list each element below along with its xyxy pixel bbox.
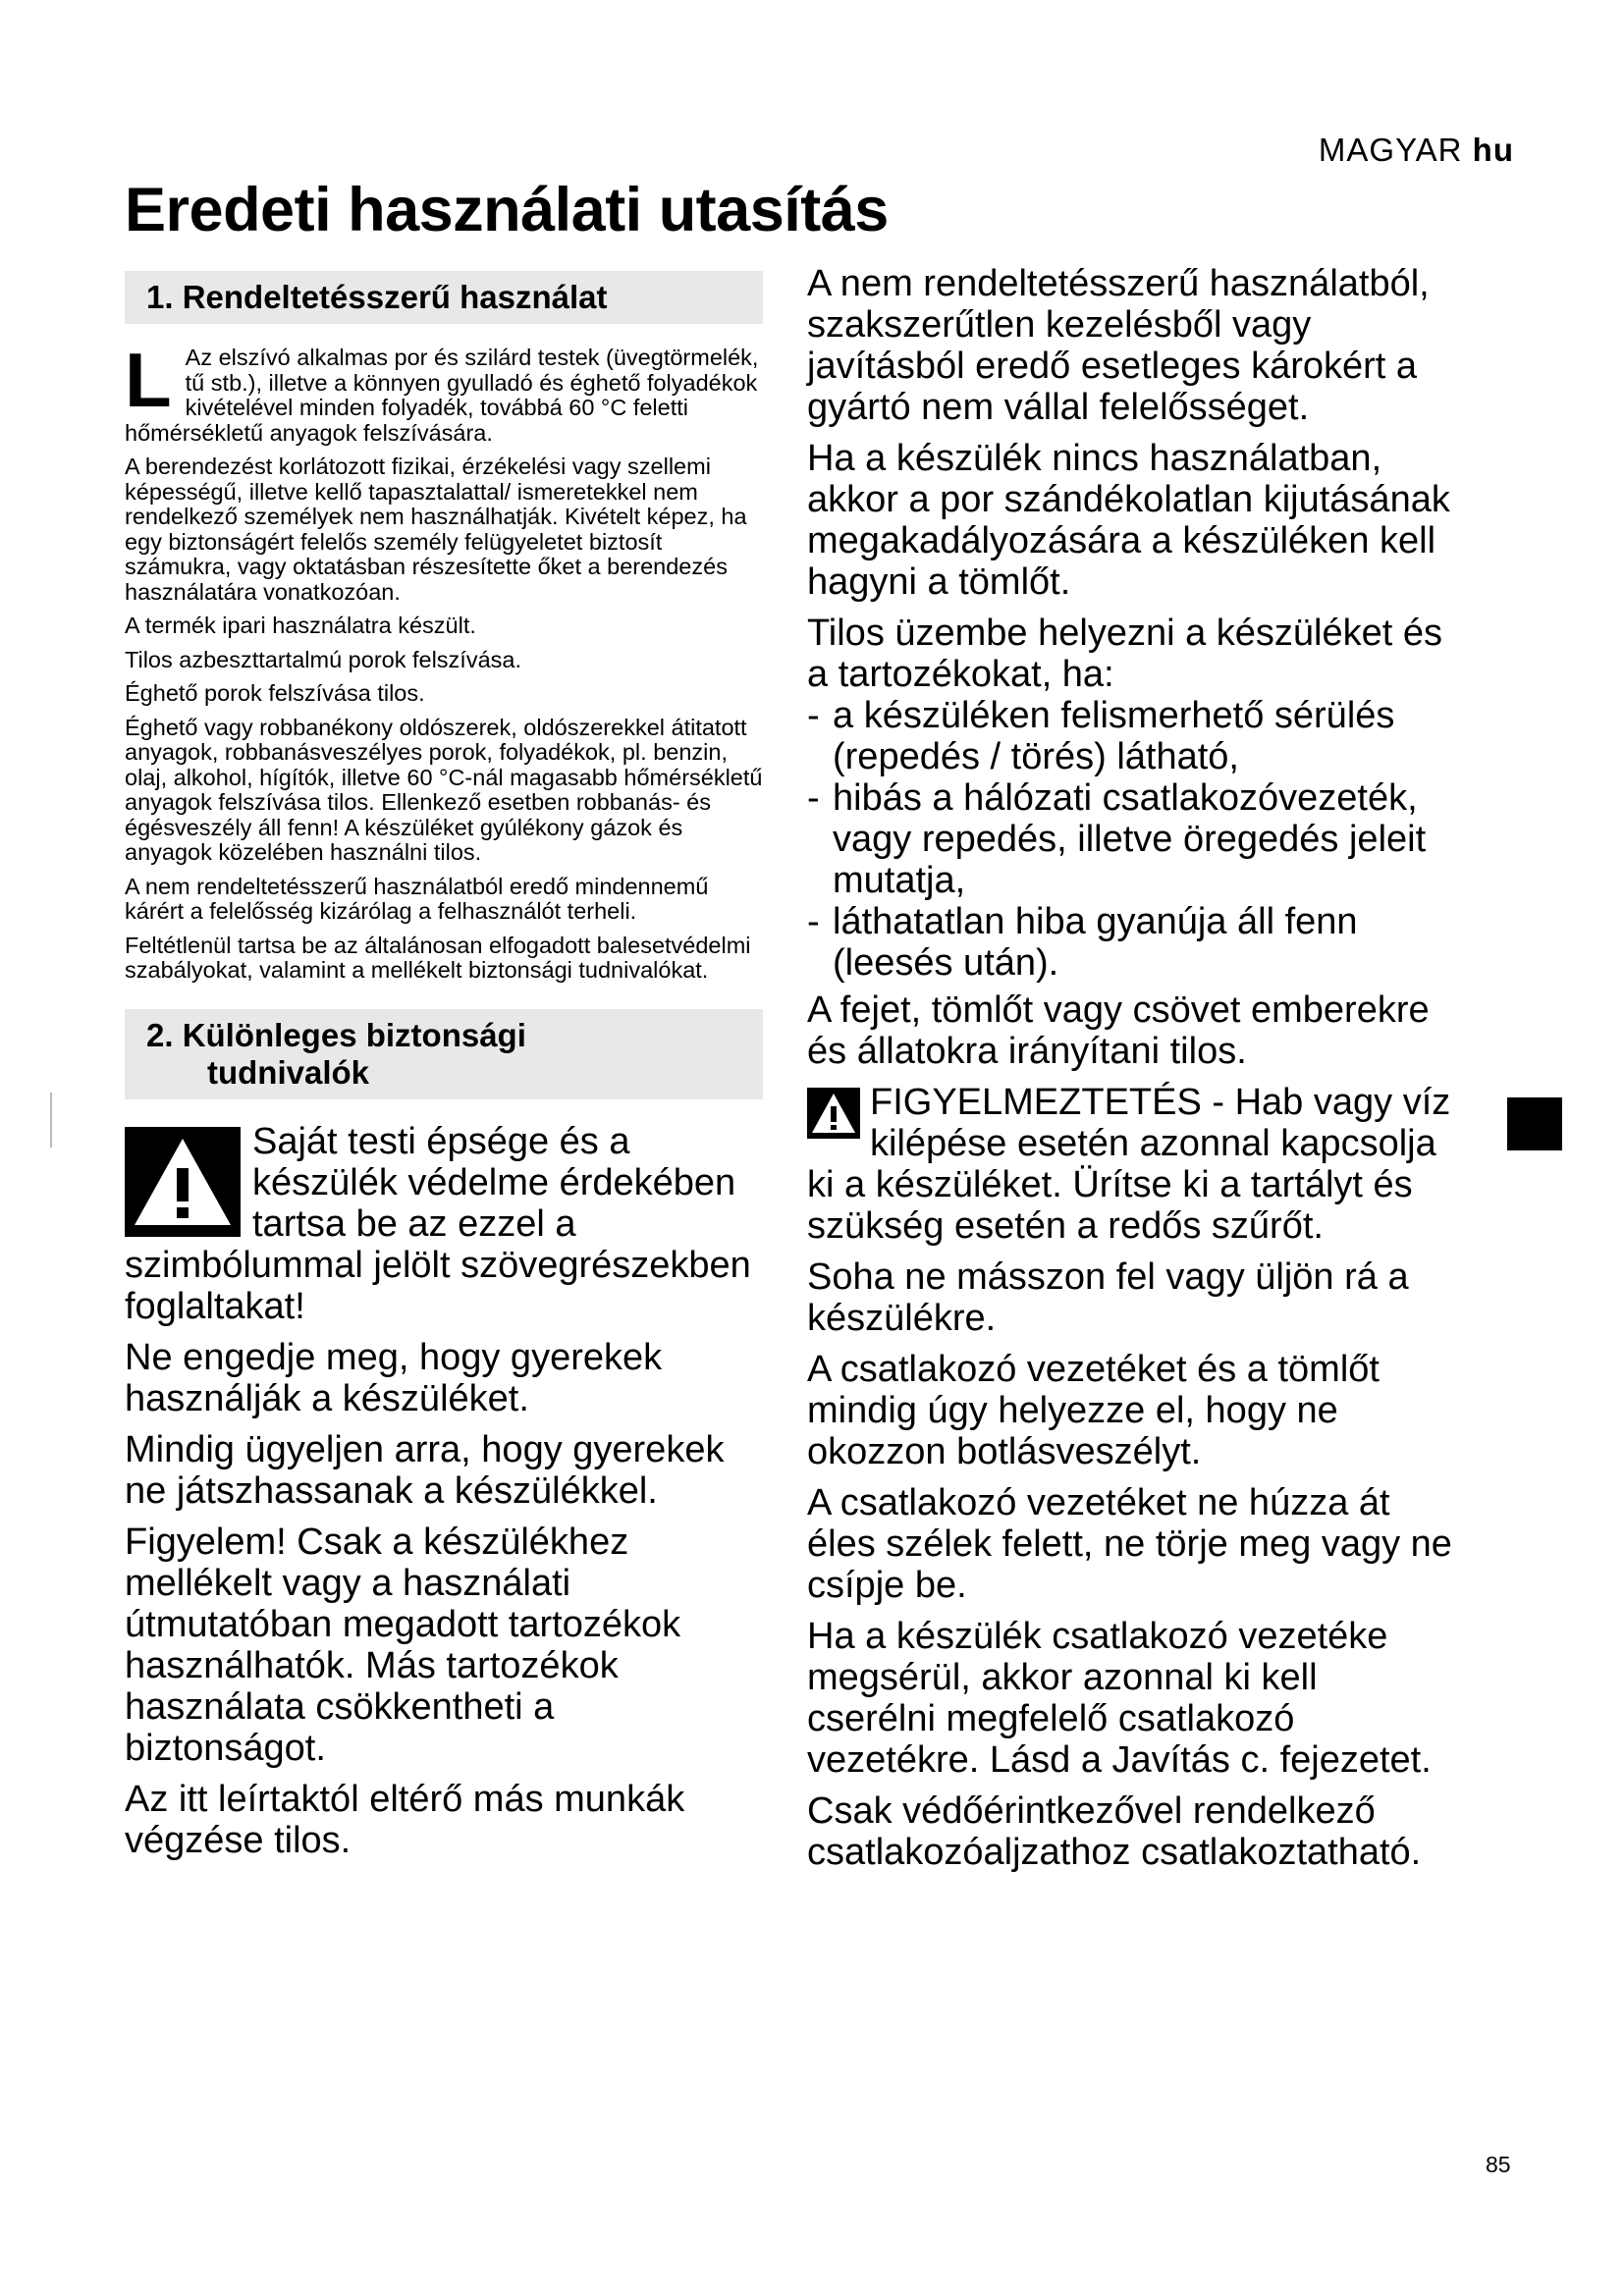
intro-paragraph [125, 346, 763, 446]
paragraph: A csatlakozó vezetéket ne húzza át éles szélek felett, ne törje meg vagy ne csípje be. [807, 1482, 1452, 1606]
section-2-heading-line1: 2. Különleges biztonsági [146, 1016, 526, 1053]
section-2-body [125, 1121, 763, 1861]
warning-block [807, 1082, 1455, 1247]
list-item: - láthatatlan hiba gyanúja áll fenn (leesés után). [807, 901, 1455, 984]
intro-text: Az elszívó alkalmas por és szilárd testek (üvegtörmelék, tű stb.), illetve a könnyen gyulladó és éghető folyadékok kivételével minden folyadék, továbbá 60 °C feletti hőmérsékletű anyagok felszívására. [125, 346, 759, 446]
paragraph: A fejet, tömlőt vagy csövet emberekre és állatokra irányítani tilos. [807, 989, 1430, 1072]
list-item: - a készüléken felismerhető sérülés (repedés / törés) látható, [807, 695, 1455, 777]
language-label [1319, 132, 1514, 169]
paragraph: Éghető porok felszívása tilos. [125, 680, 425, 706]
paragraph: Tilos azbeszttartalmú porok felszívása. [125, 646, 522, 672]
paragraph: Ha a készülék csatlakozó vezetéke megsérül, akkor azonnal ki kell cserélni megfelelő csatlakozó vezetékre. Lásd a Javítás c. fejezetet. [807, 1616, 1432, 1781]
section-2-heading [125, 1009, 763, 1099]
paragraph: A csatlakozó vezetéket és a tömlőt mindig úgy helyezze el, hogy ne okozzon botlásveszélyt. [807, 1349, 1380, 1472]
page-number: 85 [1486, 2152, 1511, 2177]
list-item: - hibás a hálózati csatlakozóvezeték, vagy repedés, illetve öregedés jeleit mutatja, [807, 777, 1455, 901]
warning-text: Saját testi épsége és a készülék védelme érdekében tartsa be az ezzel a szimbólummal jelölt szövegrészekben foglaltakat! [125, 1120, 751, 1327]
drop-cap: L [125, 346, 172, 423]
paragraph: Csak védőérintkezővel rendelkező csatlakozóaljzathoz csatlakoztatható. [807, 1790, 1422, 1873]
right-column [807, 263, 1455, 1883]
paragraph: Feltétlenül tartsa be az általánosan elfogadott balesetvédelmi szabályokat, valamint a mellékelt biztonsági tudnivalókat. [125, 932, 751, 983]
paragraph: A nem rendeltetésszerű használatból, szakszerűtlen kezelésből vagy javításból eredő esetleges károkért a gyártó nem vállal felelősséget. [807, 263, 1430, 428]
section-2-heading-line2: tudnivalók [207, 1053, 370, 1091]
paragraph: Figyelem! Csak a készülékhez mellékelt vagy a használati útmutatóban megadott tartozékok használhatók. Más tartozékok használata csökkentheti a biztonságot. [125, 1521, 681, 1769]
paragraph: Mindig ügyeljen arra, hogy gyerekek ne játszhassanak a készülékkel. [125, 1428, 725, 1512]
language-code: hu [1472, 132, 1514, 168]
left-column [125, 271, 763, 1871]
section-1-heading: 1. Rendeltetésszerű használat [125, 271, 763, 324]
warning-triangle-icon [125, 1127, 241, 1237]
page-title: Eredeti használati utasítás [125, 176, 889, 244]
paragraph: A termék ipari használatra készült. [125, 613, 476, 638]
section-1-body [125, 346, 763, 984]
paragraph: A berendezést korlátozott fizikai, érzékelési vagy szellemi képességű, illetve kellő tapasztalattal/ ismeretekkel nem rendelkező személyek nem használhatják. Kivételt képez, ha egy biztonságért felelős személy felügyeletet biztosít számukra, vagy oktatásban részesítette őket a berendezés használatára vonatkozóan. [125, 454, 747, 605]
section-tab-marker [1507, 1097, 1562, 1150]
paragraph: Ne engedje meg, hogy gyerekek használják a készüléket. [125, 1336, 663, 1419]
paragraph: Soha ne másszon fel vagy üljön rá a készülékre. [807, 1256, 1409, 1339]
paragraph: Tilos üzembe helyezni a készüléket és a tartozékokat, ha: [807, 613, 1443, 695]
paragraph: Ha a készülék nincs használatban, akkor a por szándékolatlan kijutásának megakadályozására a készüléken kell hagyni a tömlőt. [807, 438, 1450, 603]
paragraph: Az itt leírtaktól eltérő más munkák végzése tilos. [125, 1778, 685, 1861]
condition-list [807, 695, 1455, 984]
warning-block [125, 1121, 763, 1327]
language-name: MAGYAR [1318, 132, 1463, 168]
paragraph: A nem rendeltetésszerű használatból eredő mindennemű kárért a felelősség kizárólag a felhasználót terheli. [125, 873, 709, 924]
warning-text: FIGYELMEZTETÉS - Hab vagy víz kilépése esetén azonnal kapcsolja ki a készüléket. Ürítse ki a tartályt és szükség esetén a redős szűrőt. [807, 1082, 1451, 1247]
paragraph: Éghető vagy robbanékony oldószerek, oldószerekkel átitatott anyagok, robbanásveszélyes porok, folyadékok, pl. benzin, olaj, alkohol, hígítók, illetve 60 °C-nál magasabb hőmérsékletű anyagok felszívása tilos. Ellenkező esetben robbanás- és égésveszély áll fenn! A készüléket gyúlékony gázok és anyagok közelében használni tilos. [125, 714, 763, 865]
warning-triangle-icon [807, 1088, 860, 1139]
margin-mark [50, 1093, 52, 1148]
